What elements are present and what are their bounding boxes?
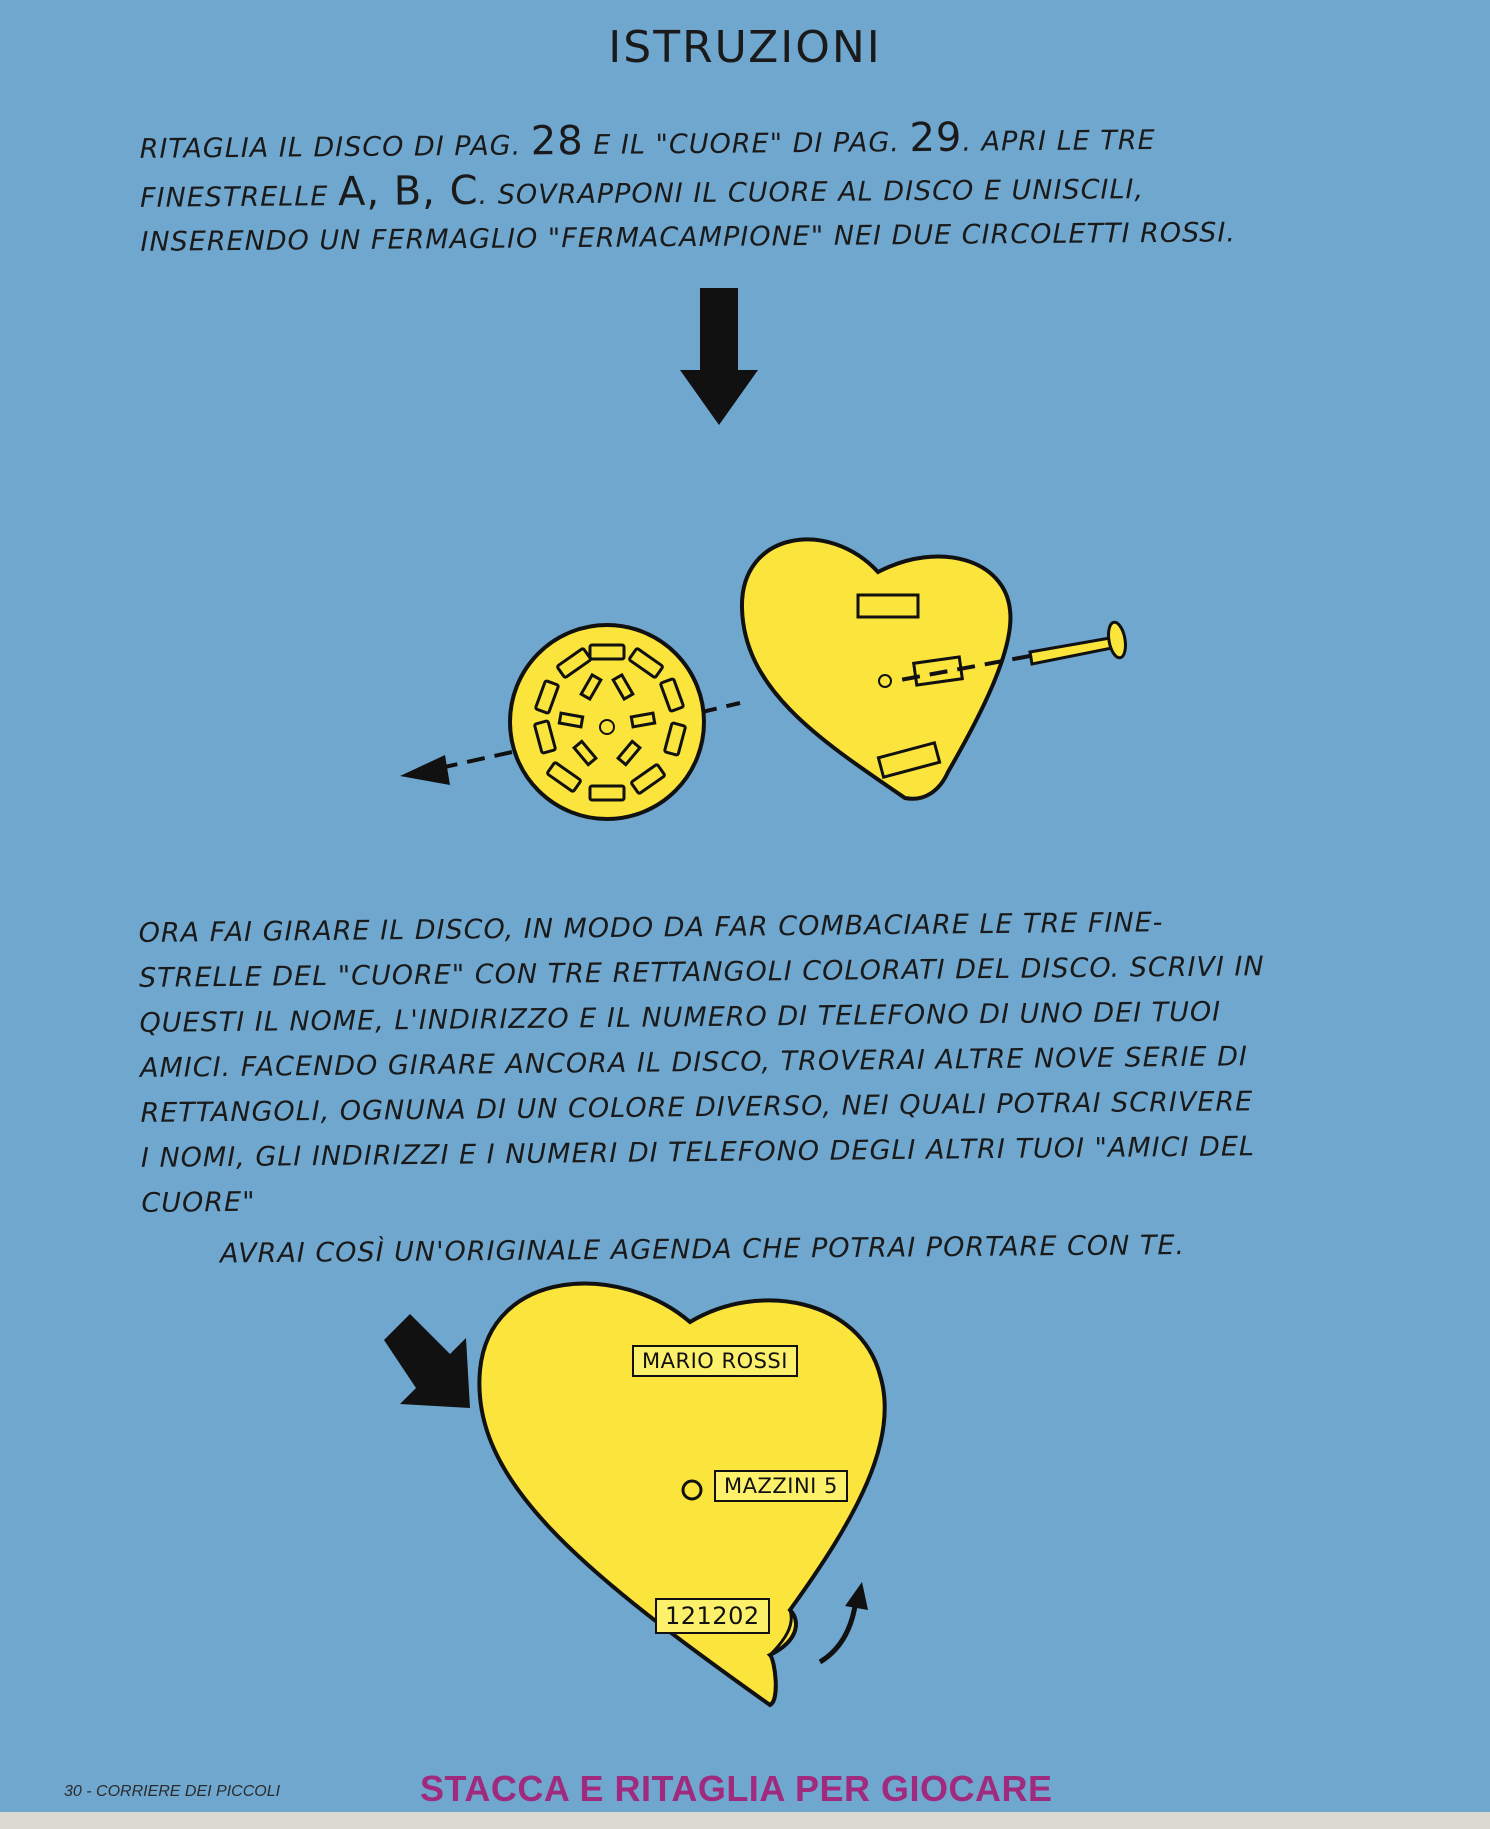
left-arrow-icon	[400, 755, 450, 785]
page-number-heart: 29	[909, 114, 963, 162]
example-name-label: MARIO ROSSI	[632, 1345, 798, 1377]
page-title: ISTRUZIONI	[608, 22, 882, 73]
window-letters: A, B, C	[337, 167, 479, 216]
rotate-arrow-icon	[820, 1582, 868, 1662]
diagonal-arrow-icon	[384, 1314, 470, 1408]
page-info: 30 - CORRIERE DEI PICCOLI	[64, 1783, 281, 1800]
page-number-disc: 28	[530, 117, 584, 165]
fastener-pin-icon	[1030, 621, 1128, 664]
heart-illustration	[742, 539, 1010, 798]
step1-text-b: E IL "CUORE" DI PAG.	[593, 127, 901, 161]
instruction-step-3: AVRAI COSÌ UN'ORIGINALE AGENDA CHE POTRAI PORTARE CON TE.	[219, 1230, 1186, 1270]
step1-text-a: RITAGLIA IL DISCO DI PAG.	[139, 130, 522, 165]
step1-text-d: . SOVRAPPONI IL CUORE AL DISCO E UNISCILI, INSERENDO UN FERMAGLIO "FERMACAMPIONE" NEI DUE CIRCOLETTI ROSSI.	[140, 174, 1237, 258]
example-phone-label: 121202	[655, 1598, 770, 1634]
down-arrow-icon	[680, 288, 758, 425]
instruction-step-2: ORA FAI GIRARE IL DISCO, IN MODO DA FAR COMBACIARE LE TRE FINE-STRELLE DEL "CUORE" CON TRE RETTANGOLI COLORATI DEL DISCO. SCRIVI IN QUESTI IL NOME, L'INDIRIZZO E IL NUMERO DI TELEFONO DI UNO DEI TUOI AMICI. FACENDO GIRARE ANCORA IL DISCO, TROVERAI ALTRE NOVE SERIE DI RETTANGOLI, OGNUNA DI UN COLORE DIVERSO, NEI QUALI POTRAI SCRIVERE I NOMI, GLI INDIRIZZI E I NUMERI DI TELEFONO DEGLI ALTRI TUOI "AMICI DEL CUORE"	[138, 907, 1265, 1219]
step1-text-c: . APRI LE TRE FINESTRELLE	[139, 124, 1156, 214]
example-address-label: MAZZINI 5	[714, 1470, 848, 1502]
footer-banner: STACCA E RITAGLIA PER GIOCARE	[420, 1768, 1053, 1809]
disc-illustration	[510, 625, 704, 819]
